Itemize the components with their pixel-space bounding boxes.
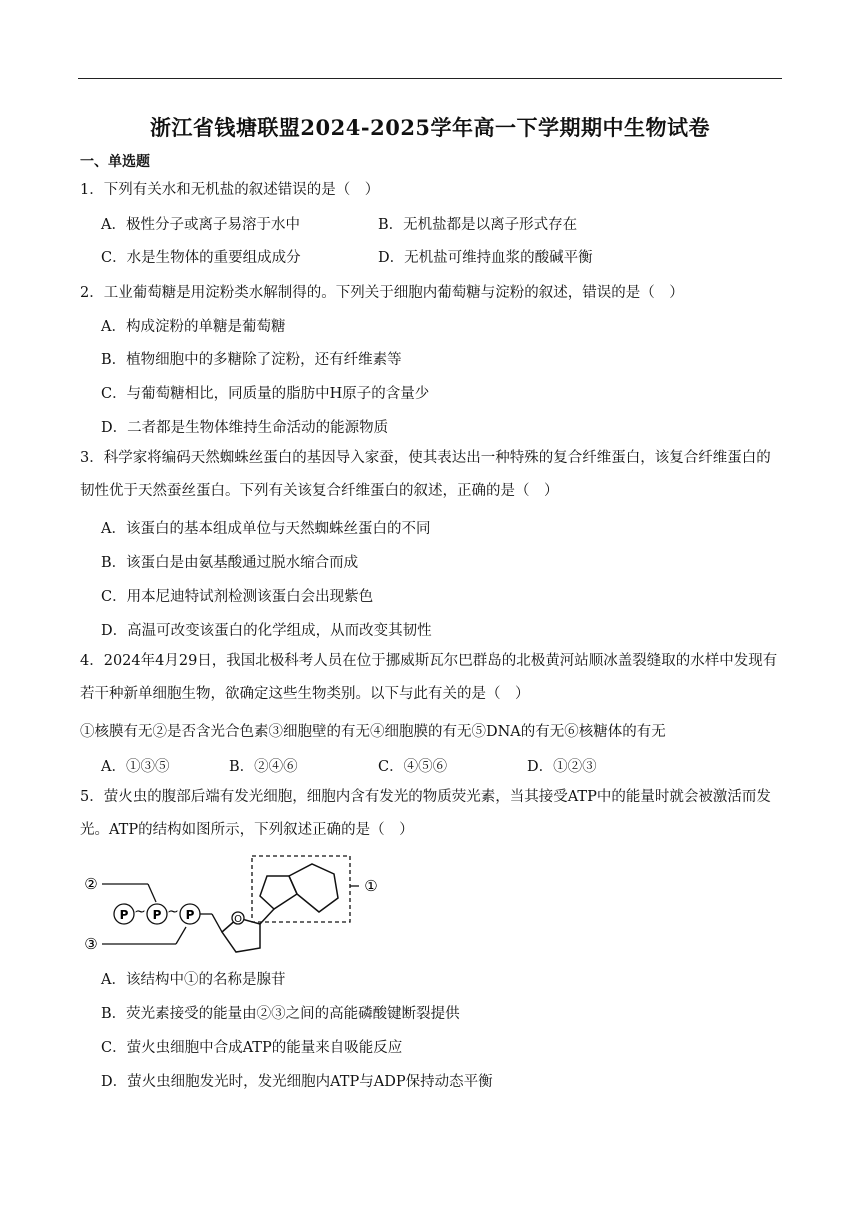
- q1-option-b: B．无机盐都是以离子形式存在: [378, 217, 578, 233]
- phosphate-1: P: [119, 908, 129, 922]
- question-2-stem: 2．工业葡萄糖是用淀粉类水解制得的。下列关于细胞内葡萄糖与淀粉的叙述，错误的是（ ）: [80, 285, 684, 301]
- high-energy-bond-2: ~: [167, 904, 179, 920]
- section-heading: 一、单选题: [80, 154, 150, 170]
- q5-option-a: A．该结构中①的名称是腺苷: [101, 972, 286, 988]
- q2-option-d: D．二者都是生物体维持生命活动的能源物质: [101, 420, 389, 436]
- q3-option-a: A．该蛋白的基本组成单位与天然蜘蛛丝蛋白的不同: [101, 521, 431, 537]
- exam-title: 浙江省钱塘联盟2024-2025学年高一下学期期中生物试卷: [149, 115, 711, 140]
- q1-option-c: C．水是生物体的重要组成成分: [101, 250, 301, 266]
- atp-structure-diagram: [76, 852, 386, 957]
- q5-option-c: C．萤火虫细胞中合成ATP的能量来自吸能反应: [101, 1040, 403, 1056]
- q4-option-c: C．④⑤⑥: [378, 759, 448, 775]
- q3-option-d: D．高温可改变该蛋白的化学组成，从而改变其韧性: [101, 623, 432, 639]
- question-5-stem: 5．萤火虫的腹部后端有发光细胞，细胞内含有发光的物质荧光素，当其接受ATP中的能量时就会被激活而发光。ATP的结构如图所示，下列叙述正确的是（ ）: [80, 789, 771, 838]
- phosphate-2: P: [152, 908, 162, 922]
- q1-option-a: A．极性分子或离子易溶于水中: [101, 217, 300, 233]
- q4-option-d: D．①②③: [527, 759, 597, 775]
- question-1-stem: 1．下列有关水和无机盐的叙述错误的是（ ）: [80, 182, 380, 198]
- q5-option-d: D．萤火虫细胞发光时，发光细胞内ATP与ADP保持动态平衡: [101, 1074, 493, 1090]
- ribose-ring: [222, 912, 260, 952]
- adenine-box: [252, 856, 350, 922]
- question-4-stem: 4．2024年4月29日，我国北极科考人员在位于挪威斯瓦尔巴群岛的北极黄河站顺冰盖裂缝取的水样中发现有若干种新单细胞生物，欲确定这些生物类别。以下与此有关的是（ ）: [80, 653, 778, 702]
- q4-option-a: A．①③⑤: [101, 759, 170, 775]
- ring-oxygen: O: [234, 914, 242, 925]
- question-4-items: ①核膜有无②是否含光合色素③细胞壁的有无④细胞膜的有无⑤DNA的有无⑥核糖体的有无: [80, 724, 666, 740]
- label-2: ②: [84, 875, 98, 893]
- phosphate-chain: [114, 904, 200, 924]
- q3-option-c: C．用本尼迪特试剂检测该蛋白会出现紫色: [101, 589, 374, 605]
- q2-option-c: C．与葡萄糖相比，同质量的脂肪中H原子的含量少: [101, 386, 430, 402]
- q2-option-a: A．构成淀粉的单糖是葡萄糖: [101, 319, 286, 335]
- label-1: ①: [364, 877, 378, 895]
- adenine-base: [260, 864, 338, 912]
- high-energy-bond-1: ~: [134, 904, 146, 920]
- q4-option-b: B．②④⑥: [229, 759, 298, 775]
- q1-option-d: D．无机盐可维持血浆的酸碱平衡: [378, 250, 593, 266]
- q5-option-b: B．荧光素接受的能量由②③之间的高能磷酸键断裂提供: [101, 1006, 460, 1022]
- label-3: ③: [84, 935, 98, 953]
- q2-option-b: B．植物细胞中的多糖除了淀粉，还有纤维素等: [101, 352, 402, 368]
- phosphate-3: P: [185, 908, 195, 922]
- header-rule: [78, 78, 782, 79]
- question-3-stem: 3．科学家将编码天然蜘蛛丝蛋白的基因导入家蚕，使其表达出一种特殊的复合纤维蛋白，该复合纤维蛋白的韧性优于天然蚕丝蛋白。下列有关该复合纤维蛋白的叙述，正确的是（ ）: [80, 450, 771, 499]
- q3-option-b: B．该蛋白是由氨基酸通过脱水缩合而成: [101, 555, 359, 571]
